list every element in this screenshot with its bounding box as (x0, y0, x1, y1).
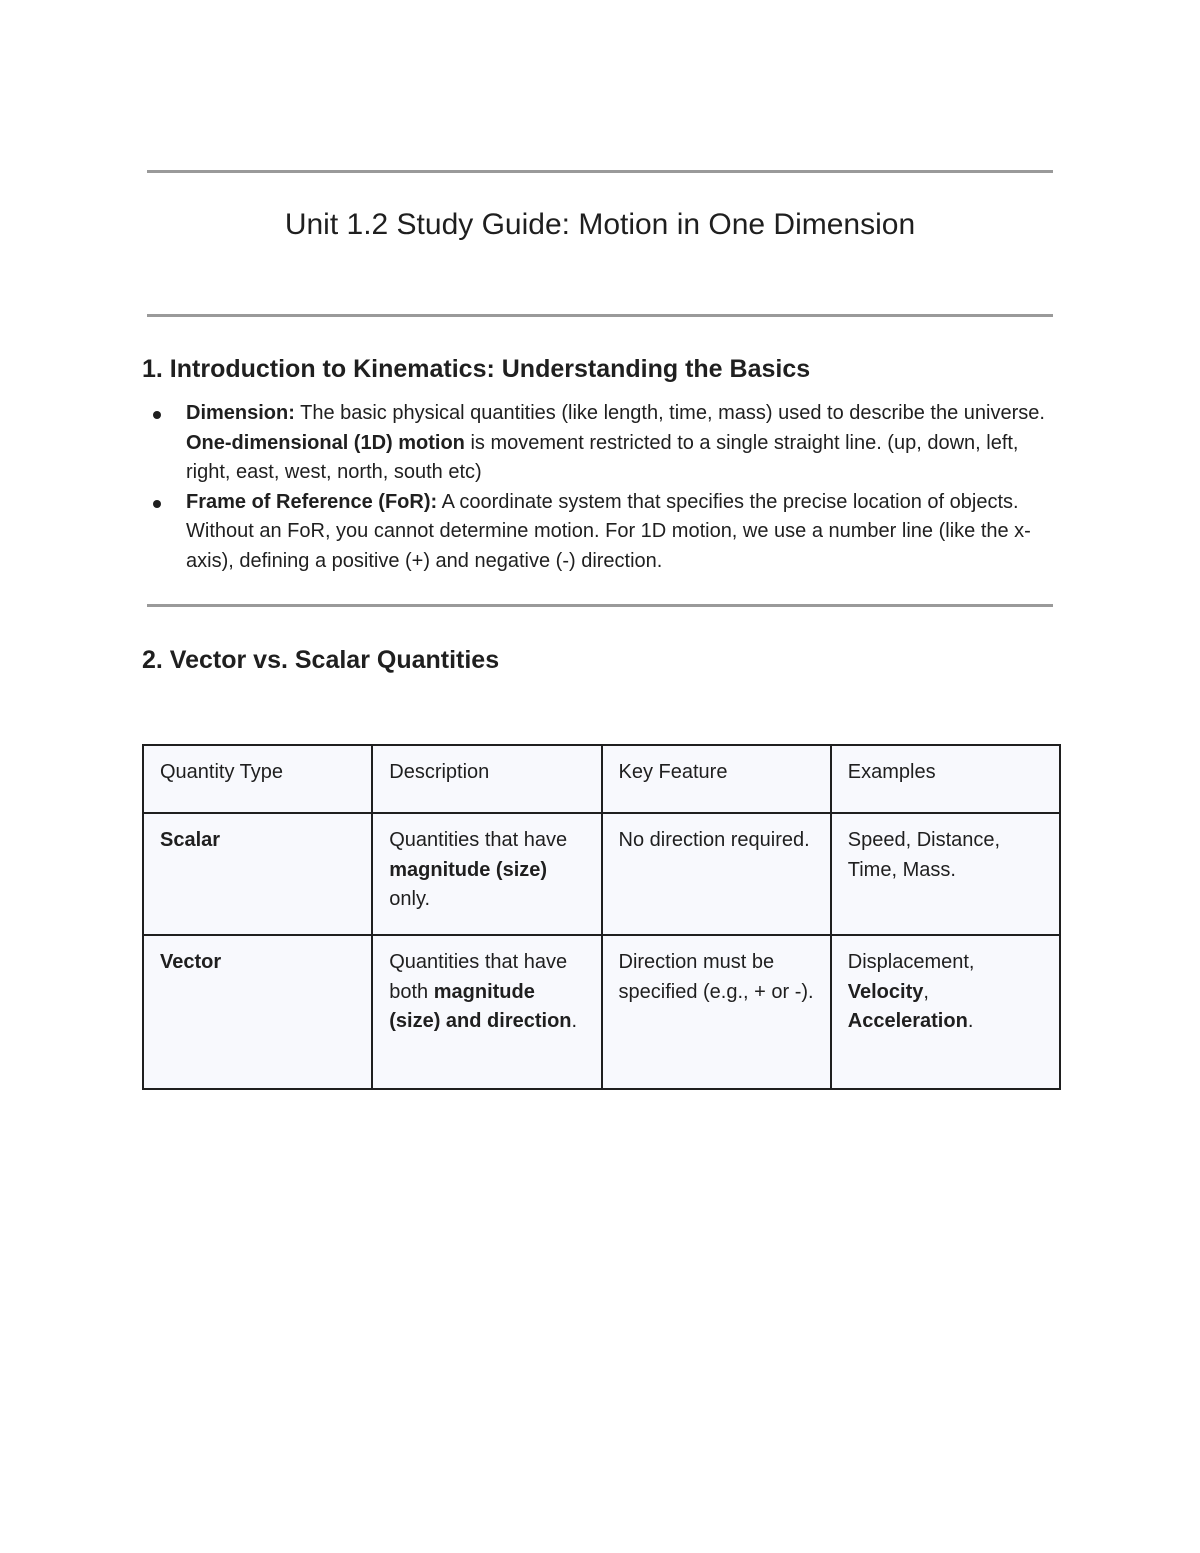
top-divider (147, 170, 1053, 173)
vector-label: Vector (160, 951, 222, 973)
header-description: Description (372, 745, 601, 813)
header-key-feature: Key Feature (602, 745, 831, 813)
cell-scalar-type (143, 813, 372, 935)
cell-scalar-description (372, 813, 601, 935)
section-1-bullet-list (186, 399, 1066, 576)
vector-example-period: . (967, 1010, 974, 1032)
section-2-heading: 2. Vector vs. Scalar Quantities (142, 646, 500, 674)
vector-example-displacement: Displacement, (847, 951, 975, 973)
vector-desc-bold: magnitude (size) and direction (389, 980, 572, 1032)
frame-of-reference-definition: A coordinate system that specifies the precise location of objects. Without an FoR, you cannot determine motion. For 1D motion, we use a number line (like the x-axis), defining a positive (+) and negative (-) direction. (186, 490, 1031, 572)
term-dimension: Dimension: (186, 402, 295, 424)
one-dimensional-definition: is movement restricted to a single straight line. (up, down, left, right, east, west, north, south etc) (186, 431, 1019, 483)
bullet-dot-icon (153, 500, 161, 508)
cell-vector-type (143, 935, 372, 1089)
vector-example-acceleration: Acceleration (847, 1010, 968, 1032)
cell-vector-feature: Direction must be specified (e.g., + or -). (602, 935, 831, 1089)
bullet-dot-icon (153, 411, 161, 419)
cell-scalar-examples: Speed, Distance, Time, Mass. (831, 813, 1060, 935)
vector-desc-tail: . (571, 1010, 578, 1032)
page-title: Unit 1.2 Study Guide: Motion in One Dimension (284, 208, 916, 241)
vector-example-sep: , (923, 980, 929, 1003)
table-row-scalar (143, 813, 1060, 935)
term-one-dimensional-motion: One-dimensional (1D) motion (186, 431, 465, 454)
vector-desc-text: Quantities that have both (389, 951, 568, 1003)
header-quantity-type: Quantity Type (143, 745, 372, 813)
vector-example-velocity: Velocity (847, 980, 924, 1003)
bullet-dimension (186, 399, 1066, 488)
title-divider (147, 314, 1053, 317)
section-1-heading: 1. Introduction to Kinematics: Understanding the Basics (142, 355, 811, 383)
scalar-label: Scalar (160, 829, 221, 851)
quantities-table (142, 744, 1061, 1090)
header-examples: Examples (831, 745, 1060, 813)
cell-scalar-feature: No direction required. (602, 813, 831, 935)
cell-vector-examples (831, 935, 1060, 1089)
cell-vector-description (372, 935, 601, 1089)
term-frame-of-reference: Frame of Reference (FoR): (186, 490, 438, 513)
dimension-definition: The basic physical quantities (like length, time, mass) used to describe the universe. (294, 402, 1045, 424)
scalar-desc-tail: only. (389, 888, 431, 910)
bullet-frame-of-reference (186, 488, 1066, 577)
table-header-row (143, 745, 1060, 813)
scalar-desc-bold: magnitude (size) (389, 858, 548, 881)
section-divider (147, 604, 1053, 607)
table-row-vector (143, 935, 1060, 1089)
scalar-desc-text: Quantities that have (389, 829, 568, 851)
